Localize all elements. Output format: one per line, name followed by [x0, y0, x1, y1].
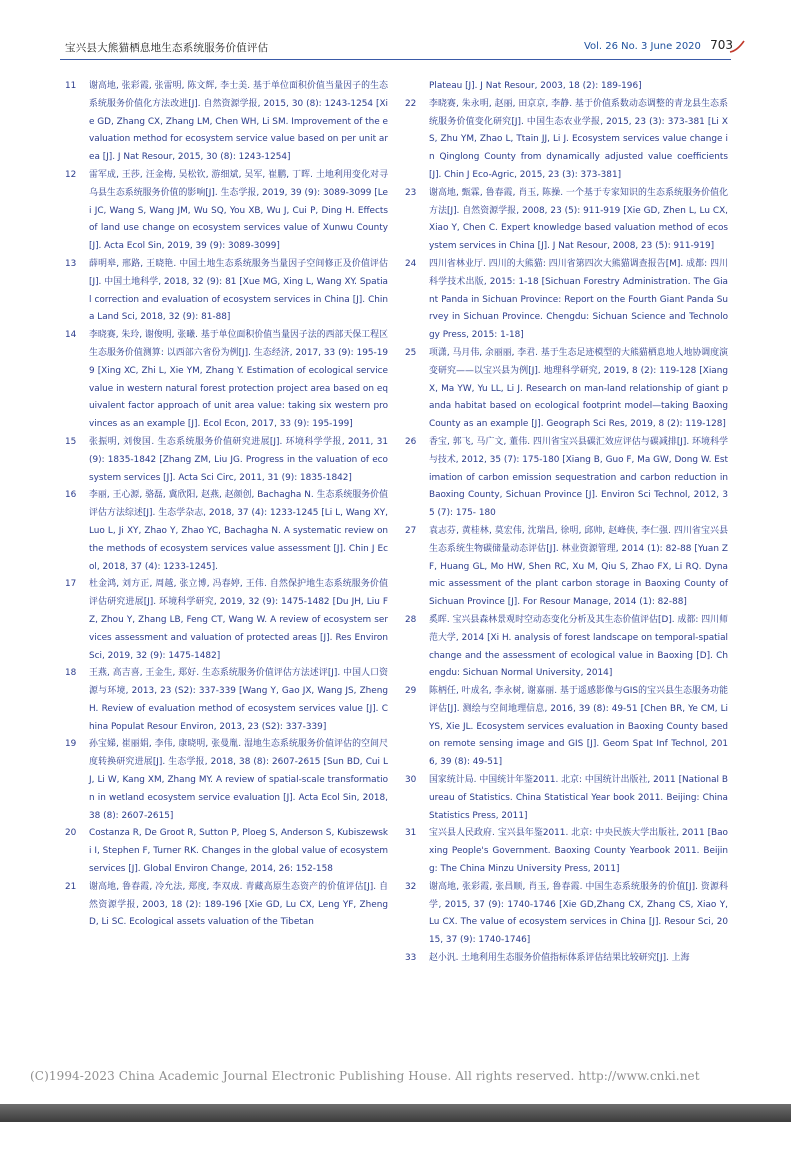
- reference-item: [405, 683, 728, 772]
- reference-item: [405, 96, 728, 185]
- reference-number: 21: [65, 881, 77, 892]
- page-bottom-bar: [0, 1104, 791, 1122]
- reference-number: 28: [405, 614, 417, 625]
- reference-number: 11: [65, 81, 77, 91]
- reference-text: Plateau [J]. J Nat Resour, 2003, 18 (2): 189-196]: [429, 81, 642, 91]
- reference-item: [65, 825, 388, 878]
- reference-number: 26: [405, 436, 417, 447]
- reference-text: 袁志芬, 黄桂林, 莫宏伟, 沈瑞昌, 徐明, 邱帅, 赵峰侠, 李仁强. 四川省宝兴县生态系统生物碳储量动态评估[J]. 林业资源管理, 2014 (1): 82-88 [Yuan ZF, Huang GL, Mo HW, Shen RC, Xu M, Qiu S, Zhao FX, Li RQ. Dynamic assessment of the plant carbon storage in Baoxing County of Sichuan Province [J]. For Resour Manage, 2014 (1): 82-88]: [429, 525, 728, 608]
- reference-item: [65, 736, 388, 825]
- reference-item: [65, 434, 388, 487]
- reference-number: 32: [405, 881, 417, 892]
- reference-number: 18: [65, 668, 77, 679]
- reference-item: [405, 879, 728, 950]
- reference-text: 香宝, 郭飞, 马广文, 董伟. 四川省宝兴县碳汇效应评估与碳减排[J]. 环境科学与技术, 2012, 35 (7): 175-180 [Xiang B, Guo F, Ma GW, Dong W. Estimation of carbon emission sequestration and carbon reduction in Baoxing County, Sichuan Province [J]. Environ Sci Technol, 2012, 35 (7): 175- 180: [429, 436, 728, 519]
- reference-item: [65, 879, 388, 932]
- reference-text: 陈柄任, 叶成名, 李永树, 谢嘉丽. 基于遥感影像与GIS的宝兴县生态服务功能评估[J]. 测绘与空间地理信息, 2016, 39 (8): 49-51 [Chen BR, Ye CM, Li YS, Xie JL. Ecosystem services evaluation in Baoxing County based on remote sensing image and GIS [J]. Geom Spat Inf Technol, 2016, 39 (8): 49-51]: [429, 686, 728, 768]
- reference-item: [405, 256, 728, 345]
- reference-number: 22: [405, 98, 417, 109]
- reference-text: 谢高地, 张彩霞, 张昌顺, 肖玉, 鲁春霞. 中国生态系统服务的价值[J]. 资源科学, 2015, 37 (9): 1740-1746 [Xie GD,Zhang CX, Zhang CS, Xiao Y, Lu CX. The value of ecosystem services in China [J]. Resour Sci, 2015, 37 (9): 1740-1746]: [429, 881, 728, 946]
- reference-item: [65, 665, 388, 736]
- reference-text: 谢高地, 甄霖, 鲁春霞, 肖玉, 陈操. 一个基于专家知识的生态系统服务价值化方法[J]. 自然资源学报, 2008, 23 (5): 911-919 [Xie GD, Zhen L, Lu CX, Xiao Y, Chen C. Expert knowledge based valuation method of ecosystem services in China [J]. J Nat Resour, 2008, 23 (5): 911-919]: [429, 187, 728, 252]
- reference-text: 薛明皋, 邢路, 王晓艳. 中国土地生态系统服务当量因子空间修正及价值评估[J]. 中国土地科学, 2018, 32 (9): 81 [Xue MG, Xing L, Wang XY. Spatial correction and evaluation of ecosystem services in China [J]. China Land Sci, 2018, 32 (9): 81-88]: [89, 258, 388, 323]
- reference-column-right: [405, 78, 728, 968]
- reference-item: [65, 78, 388, 167]
- reference-item: [405, 523, 728, 612]
- reference-item: [65, 327, 388, 434]
- reference-text: 谢高地, 鲁春霞, 冷允法, 郑度, 李双成. 青藏高原生态资产的价值评估[J]. 自然资源学报, 2003, 18 (2): 189-196 [Xie GD, Lu CX, Leng YF, Zheng D, Li SC. Ecological assets valuation of the Tibetan: [89, 881, 388, 928]
- reference-item: [65, 576, 388, 665]
- reference-text: 李晓赛, 朱玲, 谢俊明, 张曦. 基于单位面积价值当量因子法的西部天保工程区生态服务价值测算: 以西部六省份为例[J]. 生态经济, 2017, 33 (9): 195-199 [Xing XC, Zhi L, Xie YM, Zhang Y. Estimation of ecological service value in western natural forest protection project area based on equivalent factor approach of unit area value: taking six western provinces as an example [J]. Ecol Econ, 2017, 33 (9): 195-199]: [89, 330, 388, 430]
- reference-text: 杜金鸿, 刘方正, 周越, 张立博, 冯春婷, 王伟. 自然保护地生态系统服务价值评估研究进展[J]. 环境科学研究, 2019, 32 (9): 1475-1482 [Du JH, Liu FZ, Zhou Y, Zhang LB, Feng CT, Wang W. A review of ecosystem services assessment and valuation of protected areas [J]. Res Environ Sci, 2019, 32 (9): 1475-1482]: [89, 579, 388, 661]
- running-title: 宝兴县大熊猫栖息地生态系统服务价值评估: [65, 42, 269, 54]
- journal-swoosh-icon: [729, 40, 745, 54]
- reference-text: 李晓赛, 朱永明, 赵丽, 田京京, 李静. 基于价值系数动态调整的青龙县生态系统服务价值变化研究[J]. 中国生态农业学报, 2015, 23 (3): 373-381 [Li XS, Zhu YM, Zhao L, Ttain JJ, Li J. Ecosystem services value change in Qinglong County from dynamically adjusted value coefficients [J]. Chin J Eco-Agric, 2015, 23 (3): 373-381]: [429, 98, 728, 180]
- reference-number: 14: [65, 330, 77, 341]
- reference-number: 19: [65, 739, 77, 750]
- reference-text: 四川省林业厅. 四川的大熊猫: 四川省第四次大熊猫调查报告[M]. 成都: 四川科学技术出版, 2015: 1-18 [Sichuan Forestry Administration. The Giant Panda in Sichuan Province: Report on the Fourth Giant Panda Survey in Sichuan Province. Chengdu: Sichuan Science and Technology Press, 2015: 1-18]: [429, 258, 728, 341]
- reference-text: Costanza R, De Groot R, Sutton P, Ploeg S, Anderson S, Kubiszewski I, Stephen F, Turner RK. Changes in the global value of ecosystem services [J]. Global Environ Change, 2014, 26: 152-158: [89, 828, 388, 875]
- page-number: 703: [710, 38, 733, 52]
- reference-column-left: [65, 78, 388, 932]
- reference-item: [65, 167, 388, 256]
- reference-number: 30: [405, 775, 417, 786]
- reference-text: 项潇, 马月伟, 余丽丽, 李君. 基于生态足迹模型的大熊猫栖息地人地协调度演变研究——以宝兴县为例[J]. 地理科学研究, 2019, 8 (2): 119-128 [Xiang X, Ma YW, Yu LL, Li J. Research on man-land relationship of giant panda habitat based on ecological footprint model—taking Baoxing County as an example [J]. Geograph Sci Res, 2019, 8 (2): 119-128]: [429, 347, 728, 430]
- reference-number: 15: [65, 436, 77, 447]
- issue-label: Vol. 26 No. 3 June 2020: [583, 41, 701, 52]
- reference-number: 13: [65, 258, 77, 269]
- reference-item: [405, 612, 728, 683]
- reference-number: 16: [65, 490, 77, 501]
- reference-number: 17: [65, 579, 77, 590]
- reference-number: 25: [405, 347, 417, 358]
- reference-number: 27: [405, 525, 417, 536]
- reference-number: 31: [405, 828, 417, 839]
- reference-item: [405, 772, 728, 825]
- reference-text: 宝兴县人民政府. 宝兴县年鉴2011. 北京: 中央民族大学出版社, 2011 [Baoxing People's Government. Baoxing County Yearbook 2011. Beijing: The China Minzu University Press, 2011]: [429, 828, 728, 875]
- reference-number: 23: [405, 187, 417, 198]
- reference-text: 孙宝娣, 崔丽娟, 李伟, 康晓明, 张曼胤. 湿地生态系统服务价值评估的空间尺度转换研究进展[J]. 生态学报, 2018, 38 (8): 2607-2615 [Sun BD, Cui LJ, Li W, Kang XM, Zhang MY. A review of spatial-scale transformation in wetland ecosystem service evaluation [J]. Acta Ecol Sin, 2018, 38 (8): 2607-2615]: [89, 739, 388, 821]
- reference-item: [405, 345, 728, 434]
- reference-item: [405, 78, 728, 96]
- issue-info: [584, 38, 733, 52]
- reference-item: [65, 256, 388, 327]
- reference-number: 33: [405, 953, 417, 964]
- reference-text: 王燕, 高吉喜, 王金生, 郑好. 生态系统服务价值评估方法述评[J]. 中国人口资源与环境, 2013, 23 (S2): 337-339 [Wang Y, Gao JX, Wang JS, Zheng H. Review of evaluation method of ecosystem services value [J]. China Populat Resour Environ, 2013, 23 (S2): 337-339]: [89, 668, 388, 732]
- reference-item: [405, 185, 728, 256]
- reference-text: 谢高地, 张彩霞, 张雷明, 陈文辉, 李士美. 基于单位面积价值当量因子的生态系统服务价值化方法改进[J]. 自然资源学报, 2015, 30 (8): 1243-1254 [Xie GD, Zhang CX, Zhang LM, Chen WH, Li SM. Improvement of the evaluation method for ecosystem service value based on per unit area [J]. J Nat Resour, 2015, 30 (8): 1243-1254]: [89, 81, 388, 163]
- reference-text: 赵小汎. 土地利用生态服务价值指标体系评估结果比较研究[J]. 上海: [429, 953, 690, 964]
- reference-text: 张振明, 刘俊国. 生态系统服务价值研究进展[J]. 环境科学学报, 2011, 31 (9): 1835-1842 [Zhang ZM, Liu JG. Progress in the valuation of ecosystem services [J]. Acta Sci Circ, 2011, 31 (9): 1835-1842]: [89, 436, 388, 483]
- reference-number: 20: [65, 828, 77, 839]
- reference-item: [405, 434, 728, 523]
- reference-text: 国家统计局. 中国统计年鉴2011. 北京: 中国统计出版社, 2011 [National Bureau of Statistics. China Statistical Year book 2011. Beijing: China Statistics Press, 2011]: [429, 775, 728, 821]
- reference-item: [405, 825, 728, 878]
- reference-text: 李丽, 王心源, 骆磊, 冀欣阳, 赵燕, 赵颜创, Bachagha N. 生态系统服务价值评估方法综述[J]. 生态学杂志, 2018, 37 (4): 1233-1245 [Li L, Wang XY, Luo L, Ji XY, Zhao Y, Zhao YC, Bachagha N. A systematic review on the methods of ecosystem services value assessment [J]. Chin J Ecol, 2018, 37 (4): 1233-1245].: [89, 490, 388, 572]
- reference-text: 雷军成, 王莎, 汪金梅, 吴松钦, 游细斌, 吴军, 崔鹏, 丁晖. 土地利用变化对寻乌县生态系统服务价值的影响[J]. 生态学报, 2019, 39 (9): 3089-3099 [Lei JC, Wang S, Wang JM, Wu SQ, You XB, Wu J, Cui P, Ding H. Effects of land use change on ecosystem services value of Xunwu County [J]. Acta Ecol Sin, 2019, 39 (9): 3089-3099]: [89, 169, 388, 252]
- reference-text: 奚晖. 宝兴县森林景观时空动态变化分析及其生态价值评估[D]. 成都: 四川师范大学, 2014 [Xi H. analysis of forest landscape on temporal-spatial change and the assessment of ecological value in Baoxing [D]. Chengdu: Sichuan Normal University, 2014]: [429, 614, 728, 679]
- reference-number: 24: [405, 258, 417, 269]
- reference-number: 29: [405, 686, 417, 697]
- header-divider: [60, 59, 731, 60]
- copyright-notice: (C)1994-2023 China Academic Journal Electronic Publishing House. All rights reserved. http://www.cnki.net: [30, 1069, 700, 1083]
- reference-item: [405, 950, 728, 968]
- reference-item: [65, 487, 388, 576]
- reference-number: 12: [65, 169, 77, 180]
